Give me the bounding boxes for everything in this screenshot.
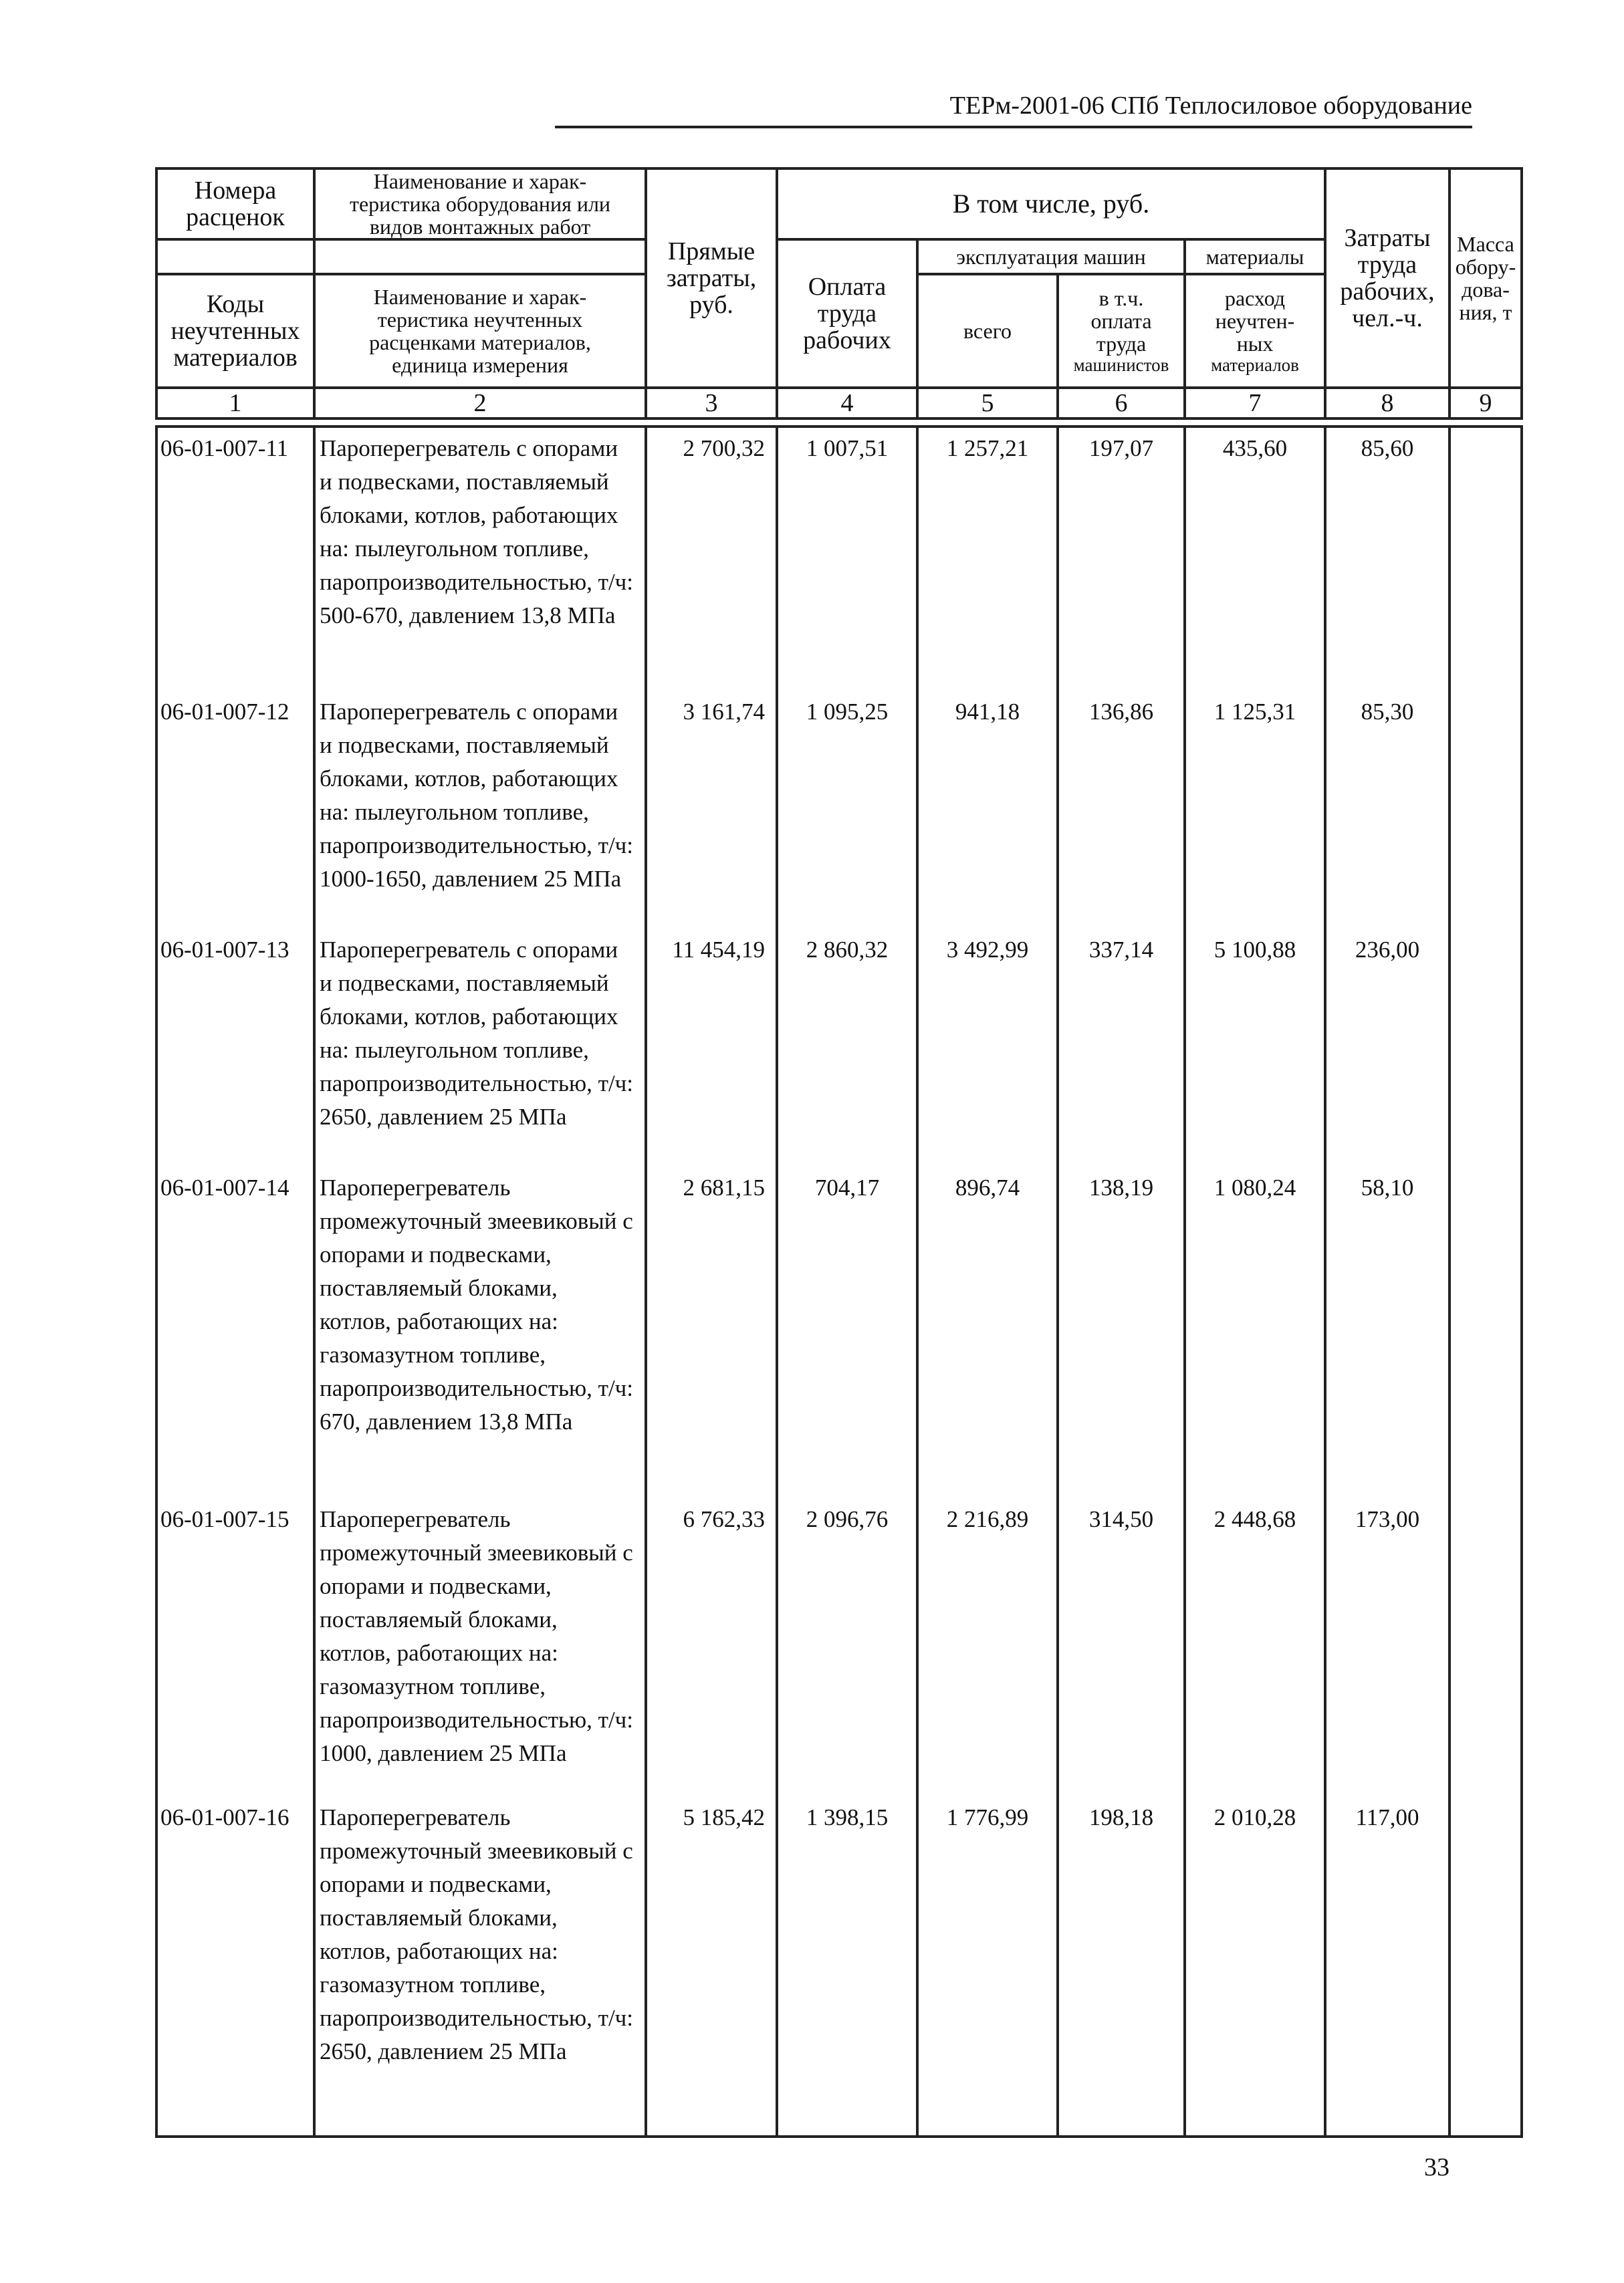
description-line: Пароперегреватель с опорами: [320, 435, 618, 461]
equipment-mass-cell: [1449, 1797, 1522, 2137]
column-header-table: [155, 167, 1523, 420]
description-line: промежуточный змеевиковый с: [320, 1838, 633, 1864]
header-work-description-cont: [314, 239, 646, 274]
materials-cell: 2 448,68: [1185, 1499, 1325, 1797]
machines-total-cell: 1 776,99: [917, 1797, 1058, 2137]
rate-code-cell: 06-01-007-13: [156, 929, 314, 1167]
work-description-cell: [314, 691, 646, 929]
description-line: Пароперегреватель с опорами: [320, 937, 618, 963]
table-row: [156, 1167, 1522, 1499]
description-line: паропроизводительностью, т/ч:: [320, 832, 634, 858]
worker-pay-cell: 1 398,15: [777, 1797, 917, 2137]
worker-pay-cell: 1 095,25: [777, 691, 917, 929]
labor-hours-cell: 236,00: [1325, 929, 1449, 1167]
column-number: 1: [156, 388, 314, 418]
description-line: Пароперегреватель: [320, 1506, 511, 1532]
worker-pay-cell: 2 096,76: [777, 1499, 917, 1797]
header-including-group: В том числе, руб.: [777, 168, 1325, 239]
description-line: и подвесками, поставляемый: [320, 970, 609, 996]
description-line: 1000, давлением 25 МПа: [320, 1740, 567, 1766]
direct-costs-cell: 2 700,32: [646, 427, 777, 691]
column-number: 2: [314, 388, 646, 418]
description-line: поставляемый блоками,: [320, 1606, 558, 1633]
machinist-pay-cell: 197,07: [1058, 427, 1185, 691]
rate-code-cell: 06-01-007-15: [156, 1499, 314, 1797]
description-line: газомазутном топливе,: [320, 1673, 546, 1699]
description-line: 2650, давлением 25 МПа: [320, 2038, 567, 2064]
description-line: паропроизводительностью, т/ч:: [320, 1707, 634, 1733]
description-line: Пароперегреватель с опорами: [320, 699, 618, 725]
machines-total-cell: 1 257,21: [917, 427, 1058, 691]
description-line: котлов, работающих на:: [320, 1308, 558, 1334]
machines-total-cell: 941,18: [917, 691, 1058, 929]
header-unaccounted-materials: расход неучтен- ных материалов: [1185, 274, 1325, 388]
labor-hours-cell: 117,00: [1325, 1797, 1449, 2137]
machinist-pay-cell: 337,14: [1058, 929, 1185, 1167]
equipment-mass-cell: [1449, 691, 1522, 929]
rate-code-cell: 06-01-007-14: [156, 1167, 314, 1499]
column-number: 9: [1449, 388, 1522, 418]
description-line: промежуточный змеевиковый с: [320, 1540, 633, 1566]
table-row: [156, 691, 1522, 929]
description-line: блоками, котлов, работающих: [320, 1003, 618, 1030]
table-row: [156, 427, 1522, 691]
rate-code-cell: 06-01-007-11: [156, 427, 314, 691]
work-description-cell: [314, 1797, 646, 2137]
work-description-cell: [314, 427, 646, 691]
header-work-description: Наименование и харак- теристика оборудования или видов монтажных работ: [314, 168, 646, 239]
description-line: паропроизводительностью, т/ч:: [320, 1375, 634, 1401]
materials-cell: 2 010,28: [1185, 1797, 1325, 2137]
machinist-pay-cell: 314,50: [1058, 1499, 1185, 1797]
description-line: поставляемый блоками,: [320, 1905, 558, 1931]
rate-code-cell: 06-01-007-12: [156, 691, 314, 929]
description-line: котлов, работающих на:: [320, 1640, 558, 1666]
equipment-mass-cell: [1449, 1499, 1522, 1797]
labor-hours-cell: 85,60: [1325, 427, 1449, 691]
materials-cell: 1 125,31: [1185, 691, 1325, 929]
header-material-description: Наименование и харак- теристика неучтенных расценками материалов, единица измерения: [314, 274, 646, 388]
description-line: газомазутном топливе,: [320, 1971, 546, 1998]
labor-hours-cell: 85,30: [1325, 691, 1449, 929]
machines-total-cell: 896,74: [917, 1167, 1058, 1499]
header-machine-operation: эксплуатация машин: [917, 239, 1185, 274]
description-line: газомазутном топливе,: [320, 1342, 546, 1368]
header-equipment-mass: Масса обору- дова- ния, т: [1449, 168, 1522, 388]
work-description-cell: [314, 929, 646, 1167]
description-line: котлов, работающих на:: [320, 1938, 558, 1964]
description-line: на: пылеугольном топливе,: [320, 799, 589, 825]
running-header: ТЕРм-2001-06 СПб Теплосиловое оборудование: [555, 86, 1472, 128]
direct-costs-cell: 2 681,15: [646, 1167, 777, 1499]
description-line: блоками, котлов, работающих: [320, 765, 618, 792]
column-number: 4: [777, 388, 917, 418]
column-number: 7: [1185, 388, 1325, 418]
header-direct-costs: Прямые затраты, руб.: [646, 168, 777, 388]
header-worker-pay: Оплата труда рабочих: [777, 239, 917, 388]
header-machinist-pay: в т.ч. оплата труда машинистов: [1058, 274, 1185, 388]
column-number: 8: [1325, 388, 1449, 418]
direct-costs-cell: 11 454,19: [646, 929, 777, 1167]
work-description-cell: [314, 1499, 646, 1797]
description-line: опорами и подвесками,: [320, 1241, 552, 1268]
description-line: и подвесками, поставляемый: [320, 469, 609, 495]
worker-pay-cell: 1 007,51: [777, 427, 917, 691]
description-line: 1000-1650, давлением 25 МПа: [320, 866, 622, 892]
worker-pay-cell: 2 860,32: [777, 929, 917, 1167]
labor-hours-cell: 173,00: [1325, 1499, 1449, 1797]
labor-hours-cell: 58,10: [1325, 1167, 1449, 1499]
equipment-mass-cell: [1449, 929, 1522, 1167]
description-line: и подвесками, поставляемый: [320, 732, 609, 758]
table-row: [156, 1499, 1522, 1797]
machinist-pay-cell: 138,19: [1058, 1167, 1185, 1499]
header-rate-numbers-cont: [156, 239, 314, 274]
description-line: паропроизводительностью, т/ч:: [320, 569, 634, 595]
description-line: на: пылеугольном топливе,: [320, 1037, 589, 1063]
table-row: [156, 1797, 1522, 2137]
machines-total-cell: 2 216,89: [917, 1499, 1058, 1797]
equipment-mass-cell: [1449, 1167, 1522, 1499]
machines-total-cell: 3 492,99: [917, 929, 1058, 1167]
machinist-pay-cell: 136,86: [1058, 691, 1185, 929]
description-line: поставляемый блоками,: [320, 1275, 558, 1301]
header-labor-hours: Затраты труда рабочих, чел.-ч.: [1325, 168, 1449, 388]
column-number: 5: [917, 388, 1058, 418]
column-number: 3: [646, 388, 777, 418]
page-number: 33: [1424, 2153, 1449, 2181]
rates-table: [155, 425, 1523, 2138]
description-line: Пароперегреватель: [320, 1804, 511, 1830]
direct-costs-cell: 6 762,33: [646, 1499, 777, 1797]
description-line: опорами и подвесками,: [320, 1871, 552, 1897]
description-line: 670, давлением 13,8 МПа: [320, 1409, 573, 1435]
description-line: на: пылеугольном топливе,: [320, 535, 589, 562]
description-line: промежуточный змеевиковый с: [320, 1208, 633, 1234]
description-line: 2650, давлением 25 МПа: [320, 1104, 567, 1130]
header-materials: материалы: [1185, 239, 1325, 274]
machinist-pay-cell: 198,18: [1058, 1797, 1185, 2137]
description-line: паропроизводительностью, т/ч:: [320, 1070, 634, 1096]
worker-pay-cell: 704,17: [777, 1167, 917, 1499]
materials-cell: 435,60: [1185, 427, 1325, 691]
work-description-cell: [314, 1167, 646, 1499]
column-numbers-row: [156, 388, 1522, 418]
table-row: [156, 929, 1522, 1167]
equipment-mass-cell: [1449, 427, 1522, 691]
header-machines-total: всего: [917, 274, 1058, 388]
direct-costs-cell: 3 161,74: [646, 691, 777, 929]
materials-cell: 5 100,88: [1185, 929, 1325, 1167]
description-line: Пароперегреватель: [320, 1175, 511, 1201]
direct-costs-cell: 5 185,42: [646, 1797, 777, 2137]
description-line: блоками, котлов, работающих: [320, 502, 618, 528]
description-line: паропроизводительностью, т/ч:: [320, 2005, 634, 2031]
rate-code-cell: 06-01-007-16: [156, 1797, 314, 2137]
header-material-codes: Коды неучтенных материалов: [156, 274, 314, 388]
description-line: опорами и подвесками,: [320, 1573, 552, 1599]
column-number: 6: [1058, 388, 1185, 418]
materials-cell: 1 080,24: [1185, 1167, 1325, 1499]
description-line: 500-670, давлением 13,8 МПа: [320, 602, 616, 628]
header-rate-numbers: Номера расценок: [156, 168, 314, 239]
